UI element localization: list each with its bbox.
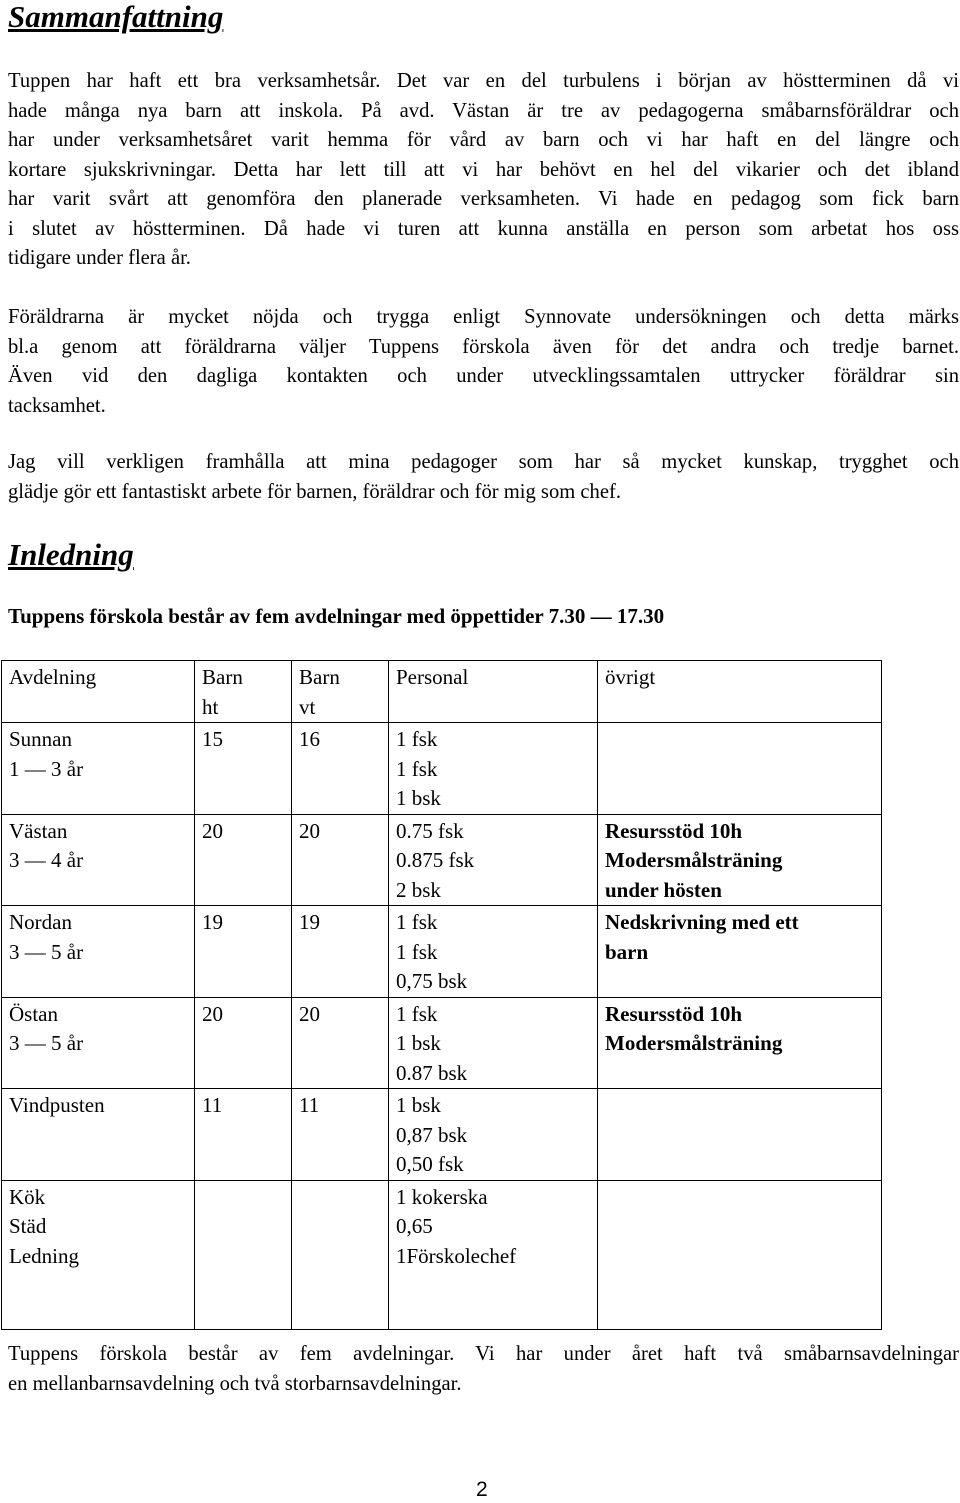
header-avdelning bbox=[2, 661, 195, 723]
cell-personal bbox=[389, 723, 598, 815]
cell-avdelning bbox=[2, 1089, 195, 1181]
cell-line: Städ bbox=[9, 1214, 47, 1238]
cell-line: 0.875 fsk bbox=[396, 848, 475, 872]
table-row bbox=[2, 814, 882, 906]
paragraph-line: har under verksamhetsåret varit hemma för vård av barn och vi har haft en del längre och bbox=[8, 129, 959, 151]
header-ovrigt bbox=[598, 661, 882, 723]
cell-ovrigt bbox=[598, 1089, 882, 1181]
cell-avdelning bbox=[2, 997, 195, 1089]
cell-barn-vt bbox=[292, 1180, 389, 1329]
header-personal bbox=[389, 661, 598, 723]
table-row bbox=[2, 997, 882, 1089]
paragraph-line: tacksamhet. bbox=[8, 394, 106, 417]
cell-line: 15 bbox=[202, 727, 223, 751]
cell-line: Ledning bbox=[9, 1243, 79, 1268]
cell-avdelning bbox=[2, 1180, 195, 1329]
paragraph-line: bl.a genom att föräldrarna väljer Tuppens förskola även för det andra och tredje barnet. bbox=[8, 335, 959, 358]
paragraph-line: i slutet av höstterminen. Då hade vi turen att kunna anställa en person som arbetat hos oss bbox=[8, 217, 959, 240]
cell-line: Sunnan bbox=[9, 727, 72, 751]
cell-line: 0.75 fsk bbox=[396, 818, 464, 843]
cell-line: Resursstöd 10h bbox=[605, 1001, 743, 1026]
table-header-row bbox=[2, 661, 882, 723]
staffing-table-body bbox=[2, 661, 882, 1330]
summary-paragraph-1 bbox=[8, 67, 959, 274]
summary-paragraph-3 bbox=[8, 448, 959, 507]
cell-line: 19 bbox=[299, 910, 320, 934]
paragraph-line: Även vid den dagliga kontakten och under utvecklingssamtalen uttrycker föräldrar sin bbox=[8, 365, 959, 387]
cell-barn-ht bbox=[195, 1089, 292, 1181]
cell-line: vt bbox=[299, 694, 316, 719]
cell-line: under hösten bbox=[605, 877, 722, 902]
paragraph-line: Tuppen har haft ett bra verksamhetsår. Det var en del turbulens i början av höstterminen då vi bbox=[8, 70, 959, 92]
cell-line: 1 fsk bbox=[396, 1001, 438, 1026]
paragraph-line: kortare sjukskrivningar. Detta har lett till att vi har behövt en hel del vikarier och det ibland bbox=[8, 158, 959, 181]
table-row bbox=[2, 723, 882, 815]
cell-line: 0,50 fsk bbox=[396, 1152, 464, 1176]
departments-paragraph bbox=[8, 1340, 959, 1399]
cell-line: Resursstöd 10h bbox=[605, 818, 743, 843]
cell-line: Västan bbox=[9, 818, 68, 843]
cell-line: 3 — 4 år bbox=[9, 848, 84, 872]
cell-line: Personal bbox=[396, 665, 469, 689]
cell-ovrigt bbox=[598, 723, 882, 815]
cell-line: Nedskrivning med ett bbox=[605, 910, 799, 934]
table-row bbox=[2, 1180, 882, 1329]
cell-line: 3 — 5 år bbox=[9, 1031, 84, 1055]
cell-line: Barn bbox=[299, 665, 340, 689]
header-barn-ht bbox=[195, 661, 292, 723]
cell-personal bbox=[389, 1089, 598, 1181]
summary-heading: Sammanfattning bbox=[8, 0, 224, 34]
paragraph-line: en mellanbarnsavdelning och två storbarnsavdelningar. bbox=[8, 1372, 462, 1395]
cell-avdelning bbox=[2, 814, 195, 906]
cell-line: 16 bbox=[299, 727, 320, 751]
cell-line: 20 bbox=[299, 818, 320, 843]
cell-line: Avdelning bbox=[9, 665, 97, 689]
table-row bbox=[2, 1089, 882, 1181]
intro-opening-hours: Tuppens förskola består av fem avdelningar med öppettider 7.30 — 17.30 bbox=[8, 604, 665, 628]
cell-line: 0.87 bsk bbox=[396, 1060, 468, 1085]
paragraph-line: Tuppens förskola består av fem avdelningar. Vi har under året haft två småbarnsavdelningar bbox=[8, 1343, 959, 1365]
staffing-table bbox=[1, 660, 882, 1330]
cell-line: 1 kokerska bbox=[396, 1184, 488, 1209]
cell-line: 1 fsk bbox=[396, 939, 438, 964]
cell-line: 3 — 5 år bbox=[9, 939, 84, 964]
cell-ovrigt bbox=[598, 906, 882, 998]
cell-ovrigt bbox=[598, 1180, 882, 1329]
cell-line: 1 bsk bbox=[396, 1093, 441, 1117]
paragraph-line: Jag vill verkligen framhålla att mina pedagoger som har så mycket kunskap, trygghet och bbox=[8, 451, 959, 473]
header-barn-vt bbox=[292, 661, 389, 723]
paragraph-line: hade många nya barn att inskola. På avd. Västan är tre av pedagogerna småbarnsföräldrar och bbox=[8, 99, 959, 122]
cell-barn-vt bbox=[292, 814, 389, 906]
cell-line: 11 bbox=[202, 1093, 223, 1117]
table-row bbox=[2, 906, 882, 998]
cell-personal bbox=[389, 906, 598, 998]
cell-barn-ht bbox=[195, 1180, 292, 1329]
paragraph-line: har varit svårt att genomföra den planerade verksamheten. Vi hade en pedagog som fick barn bbox=[8, 188, 959, 210]
cell-line: Barn bbox=[202, 665, 243, 689]
cell-line: 1 fsk bbox=[396, 727, 438, 751]
cell-personal bbox=[389, 1180, 598, 1329]
cell-line: 11 bbox=[299, 1093, 320, 1117]
cell-line: 1 bsk bbox=[396, 786, 441, 810]
cell-line: barn bbox=[605, 939, 649, 964]
cell-barn-ht bbox=[195, 906, 292, 998]
cell-barn-ht bbox=[195, 997, 292, 1089]
cell-barn-vt bbox=[292, 906, 389, 998]
cell-line: 20 bbox=[202, 818, 223, 843]
cell-line: Kök bbox=[9, 1184, 46, 1209]
paragraph-line: tidigare under flera år. bbox=[8, 247, 191, 269]
cell-line: 1 — 3 år bbox=[9, 756, 84, 781]
cell-line: Nordan bbox=[9, 910, 72, 934]
cell-line: 19 bbox=[202, 910, 223, 934]
cell-barn-vt bbox=[292, 1089, 389, 1181]
cell-line: Östan bbox=[9, 1001, 58, 1026]
cell-line: 0,87 bsk bbox=[396, 1122, 468, 1147]
cell-line: 0,65 bbox=[396, 1214, 433, 1238]
cell-line: 20 bbox=[299, 1001, 320, 1026]
cell-line: övrigt bbox=[605, 665, 656, 689]
cell-barn-ht bbox=[195, 814, 292, 906]
cell-line: 1 bsk bbox=[396, 1031, 441, 1055]
cell-line: Modersmålsträning bbox=[605, 848, 783, 872]
cell-barn-vt bbox=[292, 723, 389, 815]
cell-barn-vt bbox=[292, 997, 389, 1089]
intro-heading: Inledning bbox=[8, 537, 134, 572]
cell-line: 2 bsk bbox=[396, 877, 441, 902]
paragraph-line: Föräldrarna är mycket nöjda och trygga enligt Synnovate undersökningen och detta märks bbox=[8, 306, 959, 328]
cell-line: 20 bbox=[202, 1001, 223, 1026]
cell-line: Modersmålsträning bbox=[605, 1031, 783, 1055]
cell-line: 1 fsk bbox=[396, 756, 438, 781]
cell-line: 1 fsk bbox=[396, 910, 438, 934]
cell-personal bbox=[389, 997, 598, 1089]
cell-avdelning bbox=[2, 723, 195, 815]
paragraph-line: glädje gör ett fantastiskt arbete för barnen, föräldrar och för mig som chef. bbox=[8, 480, 621, 503]
cell-line: ht bbox=[202, 694, 219, 719]
cell-avdelning bbox=[2, 906, 195, 998]
cell-barn-ht bbox=[195, 723, 292, 815]
cell-personal bbox=[389, 814, 598, 906]
cell-line: 0,75 bsk bbox=[396, 969, 468, 993]
summary-paragraph-2 bbox=[8, 303, 959, 421]
page-number: 2 bbox=[476, 1478, 488, 1501]
cell-ovrigt bbox=[598, 997, 882, 1089]
cell-line: 1Förskolechef bbox=[396, 1243, 517, 1268]
cell-line: Vindpusten bbox=[9, 1093, 105, 1117]
cell-ovrigt bbox=[598, 814, 882, 906]
